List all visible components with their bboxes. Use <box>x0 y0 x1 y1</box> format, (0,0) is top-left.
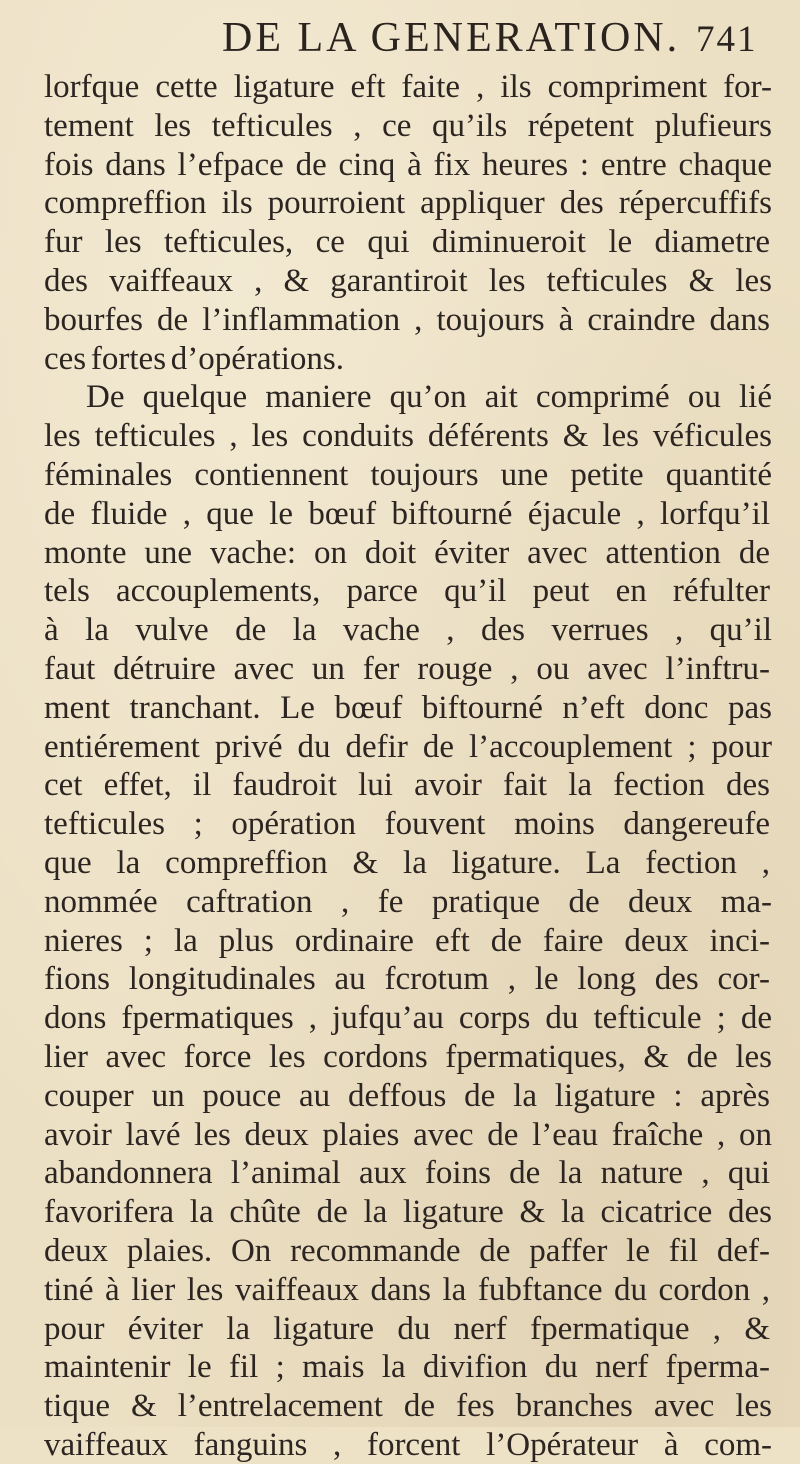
text-line: dons fpermatiques , jufqu’au corps du tefticule ; de <box>44 1000 772 1037</box>
text-line: cet effet, il faudroit lui avoir fait la fection des <box>44 767 770 804</box>
text-line: fur les tefticules, ce qui diminueroit le diametre <box>44 224 770 261</box>
text-line: féminales contiennent toujours une petite quantité <box>44 457 772 493</box>
text-line: ment tranchant. Le bœuf biftourné n’eft donc pas <box>44 689 772 726</box>
text-line: maintenir le fil ; mais la divifion du nerf fperma- <box>44 1349 770 1386</box>
text-line: fois dans l’efpace de cinq à fix heures : entre chaque <box>44 146 772 183</box>
text-line: lier avec force les cordons fpermatiques, & de les <box>44 1039 772 1075</box>
text-line: couper un pouce au deffous de la ligature : après <box>44 1077 770 1114</box>
text-line: tement les tefticules , ce qu’ils répetent plufieurs <box>44 107 772 144</box>
text-line: faut détruire avec un fer rouge , ou avec l’inftru- <box>44 651 770 687</box>
text-line: à la vulve de la vache , des verrues , qu’il <box>44 612 772 649</box>
text-line: de fluide , que le bœuf biftourné éjacule , lorfqu’il <box>44 495 770 532</box>
text-line: deux plaies. On recommande de paffer le fil def- <box>44 1233 770 1269</box>
text-line: les tefticules , les conduits déférents & les véficules <box>44 418 772 455</box>
text-line: tiné à lier les vaiffeaux dans la fubftance du cordon , <box>44 1271 770 1308</box>
page-header <box>0 6 780 64</box>
text-line: compreffion ils pourroient appliquer des répercuffifs <box>44 185 772 222</box>
text-line: fions longitudinales au fcrotum , le long des cor- <box>44 961 770 998</box>
text-line: que la compreffion & la ligature. La fection , <box>44 845 770 881</box>
text-line: lorfque cette ligature eft faite , ils compriment for- <box>44 69 772 105</box>
text-line: De quelque maniere qu’on ait comprimé ou lié <box>86 379 772 416</box>
text-line: nommée caftration , fe pratique de deux ma- <box>44 883 772 920</box>
running-title: DE LA GENERATION. <box>222 15 681 61</box>
text-line: tels accouplements, parce qu’il peut en réfulter <box>44 573 770 610</box>
text-line: tefticules ; opération fouvent moins dangereufe <box>44 806 770 843</box>
text-line: avoir lavé les deux plaies avec de l’eau fraîche , on <box>44 1116 772 1153</box>
text-line: des vaiffeaux , & garantiroit les tefticules & les <box>44 263 772 299</box>
text-line: monte une vache: on doit éviter avec attention de <box>44 534 770 571</box>
text-line: abandonnera l’animal aux foins de la nature , qui <box>44 1155 770 1192</box>
text-line: tique & l’entrelacement de fes branches avec les <box>44 1388 772 1425</box>
text-line: ces fortes d’opérations. <box>44 340 344 377</box>
text-line: entiérement privé du defir de l’accouplement ; pour <box>44 728 772 765</box>
text-line: vaiffeaux fanguins , forcent l’Opérateur à com- <box>44 1427 772 1463</box>
text-line: favorifera la chûte de la ligature & la cicatrice des <box>44 1194 772 1231</box>
text-line: bourfes de l’inflammation , toujours à craindre dans <box>44 301 770 338</box>
text-line: nieres ; la plus ordinaire eft de faire deux inci- <box>44 922 770 959</box>
text-line: pour éviter la ligature du nerf fpermatique , & <box>44 1310 770 1347</box>
page-number: 741 <box>696 19 758 60</box>
